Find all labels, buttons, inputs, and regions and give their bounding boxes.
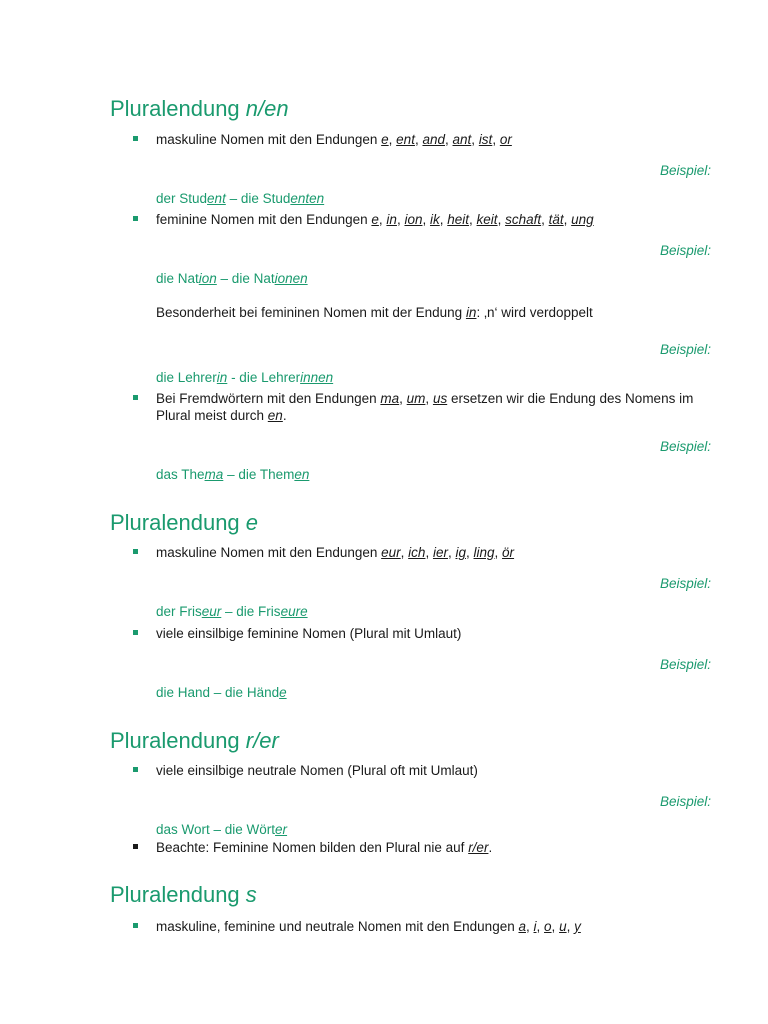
list-item: Beachte: Feminine Nomen bilden den Plural nie auf r/er. [156, 840, 493, 855]
example: das Wort – die Wörter [156, 822, 288, 837]
list-item: maskuline Nomen mit den Endungen eur, ich, ier, ig, ling, ör [156, 545, 515, 560]
note: Besonderheit bei femininen Nomen mit der Endung in: ‚n‘ wird verdoppelt [156, 305, 593, 320]
list-item: viele einsilbige neutrale Nomen (Plural oft mit Umlaut) [156, 763, 478, 778]
bullet [133, 630, 138, 635]
list-item: maskuline Nomen mit den Endungen e, ent, and, ant, ist, or [156, 132, 512, 147]
example-label: Beispiel: [659, 342, 711, 357]
example: der Friseur – die Friseure [156, 604, 308, 619]
list-item: viele einsilbige feminine Nomen (Plural mit Umlaut) [156, 626, 462, 641]
example-label: Beispiel: [659, 163, 711, 178]
list-item: Bei Fremdwörtern mit den Endungen ma, um, us ersetzen wir die Endung des Nomens im Plural meist durch en. [156, 391, 694, 423]
list-item: feminine Nomen mit den Endungen e, in, ion, ik, heit, keit, schaft, tät, ung [156, 212, 594, 227]
heading-e: Pluralendung e [110, 510, 259, 535]
heading-n-en: Pluralendung n/en [110, 96, 289, 121]
bullet [133, 216, 138, 221]
bullet [133, 844, 138, 849]
example-label: Beispiel: [659, 794, 711, 809]
list-item: maskuline, feminine und neutrale Nomen mit den Endungen a, i, o, u, y [156, 919, 581, 934]
bullet [133, 136, 138, 141]
example: die Hand – die Hände [156, 685, 287, 700]
example-label: Beispiel: [659, 439, 711, 454]
example: die Nation – die Nationen [156, 271, 308, 286]
bullet [133, 549, 138, 554]
example-label: Beispiel: [659, 576, 711, 591]
bullet [133, 767, 138, 772]
example: das Thema – die Themen [156, 467, 310, 482]
example: die Lehrerin - die Lehrerinnen [156, 370, 334, 385]
example-label: Beispiel: [659, 243, 711, 258]
example: der Student – die Studenten [156, 191, 325, 206]
example-label: Beispiel: [659, 657, 711, 672]
heading-r-er: Pluralendung r/er [110, 728, 279, 753]
bullet [133, 923, 138, 928]
heading-s: Pluralendung s [110, 882, 257, 907]
bullet [133, 395, 138, 400]
